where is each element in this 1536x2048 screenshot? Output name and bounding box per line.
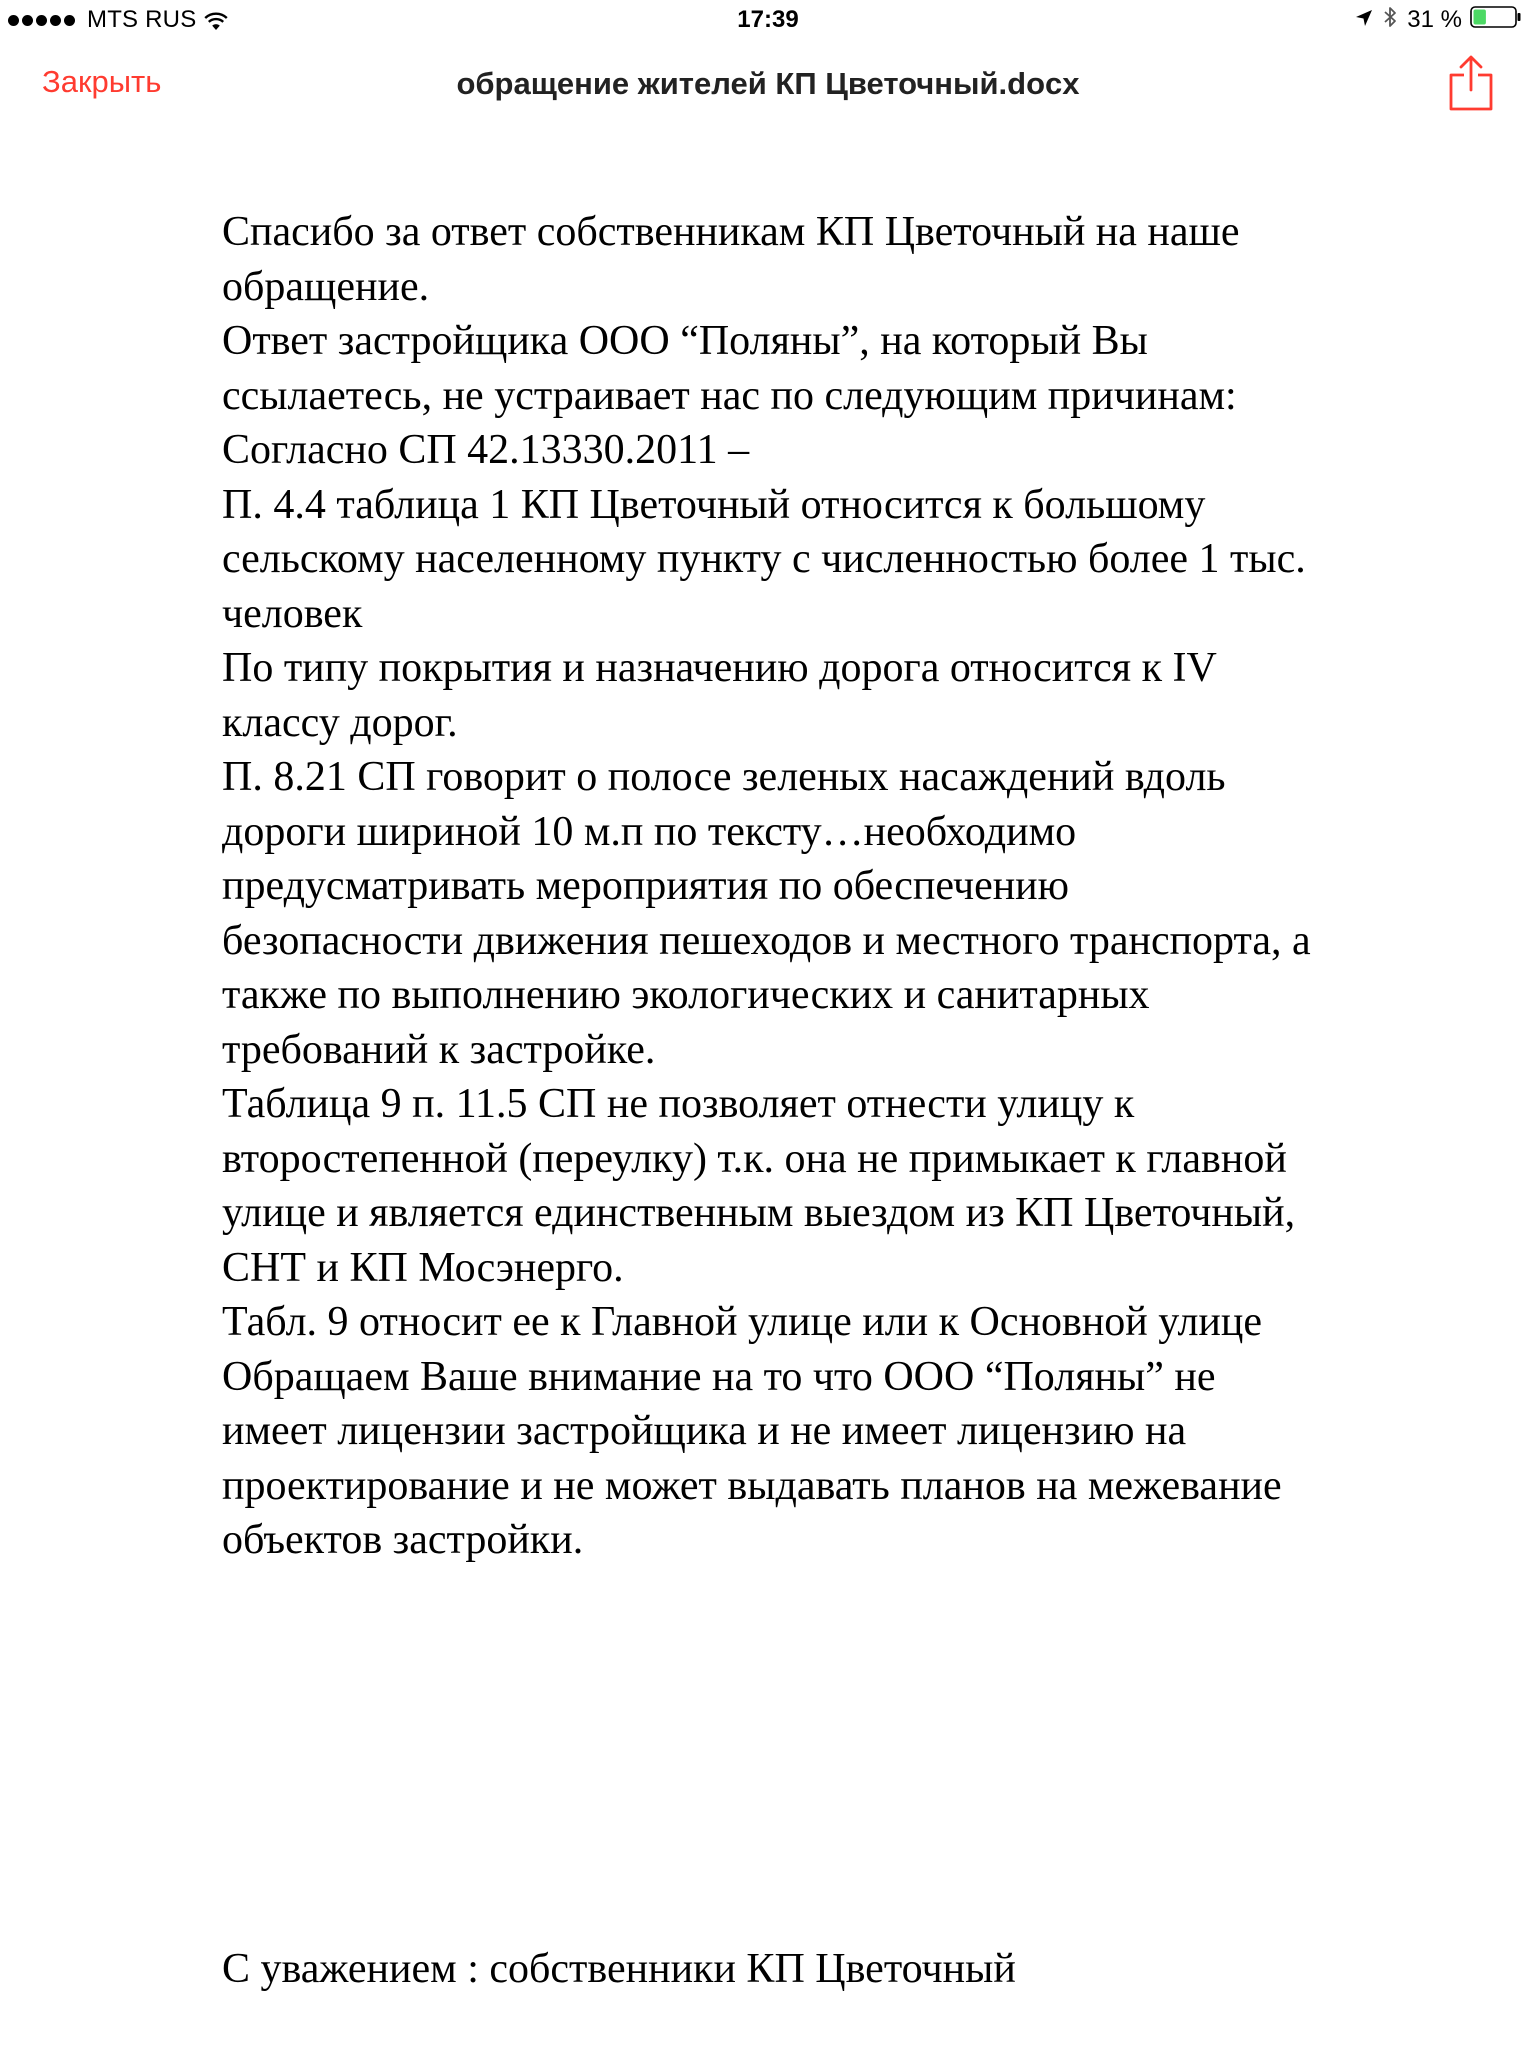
document-line: дороги шириной 10 м.п по тексту…необходимо xyxy=(222,808,1077,855)
document-line: Согласно СП 42.13330.2011 – xyxy=(222,427,750,473)
status-time: 17:39 xyxy=(737,6,799,33)
document-line: Табл. 9 относит ее к Главной улице или к Основной улице xyxy=(222,1299,1262,1345)
document-line: человек xyxy=(222,590,363,637)
nav-bar xyxy=(0,40,1536,130)
document-line: П. 4.4 таблица 1 КП Цветочный относится к большому xyxy=(222,481,1206,528)
document-line: обращение. xyxy=(222,263,430,310)
document-line: Таблица 9 п. 11.5 СП не позволяет отнести улицу к xyxy=(222,1081,1135,1127)
document-line: также по выполнению экологических и санитарных xyxy=(222,972,1150,1018)
signature: С уважением : собственники КП Цветочный xyxy=(222,1946,1016,1992)
document-line: объектов застройки. xyxy=(222,1517,584,1563)
close-button[interactable]: Закрыть xyxy=(42,64,162,99)
document-line: Спасибо за ответ собственникам КП Цветочный на наше xyxy=(222,209,1240,255)
document-line: ссылаетесь, не устраивает нас по следующим причинам: xyxy=(222,372,1237,419)
bluetooth-icon xyxy=(1383,5,1397,36)
document-line: улице и является единственным выездом из КП Цветочный, xyxy=(222,1190,1296,1236)
carrier-name: MTS RUS xyxy=(87,6,197,33)
document-line: П. 8.21 СП говорит о полосе зеленых насаждений вдоль xyxy=(222,754,1226,800)
status-bar xyxy=(0,0,1536,40)
document-body xyxy=(222,205,1462,1568)
document-line: классу дорог. xyxy=(222,699,458,746)
document-line: Ответ застройщика ООО “Поляны”, на который Вы xyxy=(222,318,1148,364)
document-title: обращение жителей КП Цветочный.docx xyxy=(456,66,1080,101)
share-button[interactable] xyxy=(1446,54,1496,112)
battery-percent: 31 % xyxy=(1407,6,1462,33)
share-icon xyxy=(1446,99,1496,116)
document-line: второстепенной (переулку) т.к. она не примыкает к главной xyxy=(222,1135,1287,1182)
document-line: проектирование и не может выдавать планов на межевание xyxy=(222,1462,1282,1509)
document-line: СНТ и КП Мосэнерго. xyxy=(222,1244,624,1291)
document-line: Обращаем Ваше внимание на то что ООО “Поляны” не xyxy=(222,1353,1216,1400)
status-right xyxy=(1355,6,1522,34)
location-arrow-icon xyxy=(1355,6,1373,34)
document-line: требований к застройке. xyxy=(222,1026,656,1073)
document-line: По типу покрытия и назначению дорога относится к IV xyxy=(222,645,1217,691)
document-line: предусматривать мероприятия по обеспечению xyxy=(222,863,1070,909)
battery-icon xyxy=(1470,6,1522,35)
document-line: сельскому населенному пункту с численностью более 1 тыс. xyxy=(222,536,1306,582)
document-line: безопасности движения пешеходов и местного транспорта, а xyxy=(222,917,1311,964)
document-line: имеет лицензии застройщика и не имеет лицензию на xyxy=(222,1408,1187,1454)
